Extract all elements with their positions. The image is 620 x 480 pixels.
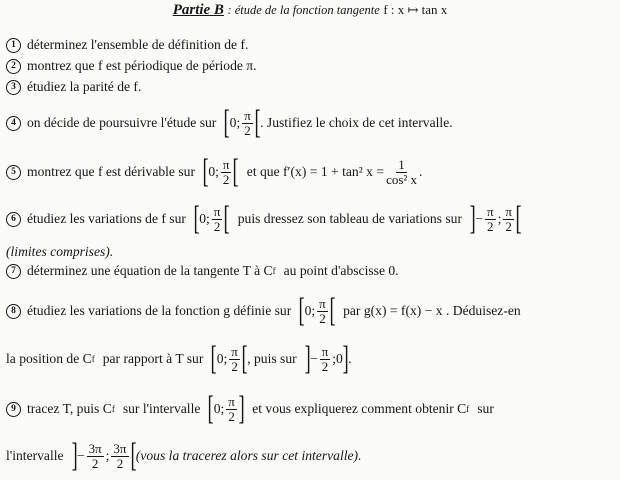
item-number: 4 [6, 116, 21, 131]
item-text-pre: étudiez les variations de la fonction g définie sur [27, 303, 292, 318]
item-number: 7 [6, 264, 21, 279]
title-subtitle: : étude de la fonction tangente [227, 3, 380, 17]
list-item-5: 5 montrez que f est dérivable sur [ 0; $\frac{\pi}{2}$ [ et que f′(x) = 1 + tan² x = $\frac{1}{\text{cos² x}}$ . [6, 157, 422, 187]
list-item-4: 4 on décide de poursuivre l'étude sur [ 0; $\frac{\pi}{2}$ [ . Justifiez le choix de cet intervalle. [6, 108, 453, 138]
list-item-3 [6, 72, 141, 102]
item-text-post: . Justifiez le choix de cet intervalle. [260, 115, 453, 130]
item-number: 9 [6, 402, 21, 417]
list-item-6: 6 étudiez les variations de f sur [ 0; $\frac{\pi}{2}$ [ puis dressez son tableau de variations sur ] − $\frac{\pi}{2}$ ; $\frac{\pi}{2}$ [ [6, 204, 521, 234]
list-item-8: 8 étudiez les variations de la fonction g définie sur [ 0; $\frac{\pi}{2}$ [ par g(x) = f(x) − x . Déduisez-en [6, 296, 521, 326]
pi-over-2: $\frac{\pi}{2}$ [213, 203, 221, 234]
item-text: déterminez une équation de la tangente T à C [27, 263, 273, 278]
item-number: 5 [6, 165, 21, 180]
item-text: montrez que f est périodique de période π. [27, 58, 257, 73]
list-item-9: 9 tracez T, puis C f sur l'intervalle [ 0; $\frac{\pi}{2}$ ] et vous expliquerez comment obtenir C f sur [6, 394, 494, 424]
list-item-9-cont: l'intervalle ] − $\frac{3\pi}{2}$ ; $\frac{3\pi}{2}$ [ (vous la tracerez alors sur cet intervalle). [6, 437, 362, 474]
item-text-mid: puis dressez son tableau de variations sur [237, 211, 462, 226]
item-number: 2 [6, 59, 21, 74]
item-text-pre: on décide de poursuivre l'étude sur [27, 115, 217, 130]
title-part: Partie B [172, 2, 224, 18]
pi-over-2: $\frac{\pi}{2}$ [319, 295, 326, 326]
item-text-pre: montrez que f est dérivable sur [27, 164, 195, 179]
item-number: 8 [6, 304, 21, 319]
list-item-8-cont: la position de C f par rapport à T sur [ 0; $\frac{\pi}{2}$ [ , puis sur ] − $\frac{\pi}{2}$ ;0 ] . [6, 340, 352, 377]
item-text-mid: par g(x) = f(x) − x . Déduisez-en [343, 303, 521, 318]
pi-over-2: $\frac{\pi}{2}$ [244, 107, 251, 138]
page-title [0, 2, 620, 19]
item-text: étudiez la parité de f. [27, 79, 142, 94]
item-number: 6 [6, 212, 21, 227]
pi-over-2: $\frac{\pi}{2}$ [222, 156, 230, 187]
title-function: f : x ↦ tan x [383, 2, 448, 17]
derivative-fraction: $\frac{1}{\text{cos² x}}$ [386, 156, 418, 187]
list-item-7: 7 déterminez une équation de la tangente T à C f au point d'abscisse 0. [6, 256, 399, 286]
item-number: 3 [6, 80, 21, 95]
item-text: déterminez l'ensemble de définition de f. [27, 37, 249, 52]
item-text-mid: et que f′(x) = 1 + tan² x = [246, 164, 385, 179]
item-text-pre: étudiez les variations de f sur [27, 211, 186, 226]
item-text: (limites comprises). [6, 244, 114, 259]
item-number: 1 [6, 38, 21, 53]
